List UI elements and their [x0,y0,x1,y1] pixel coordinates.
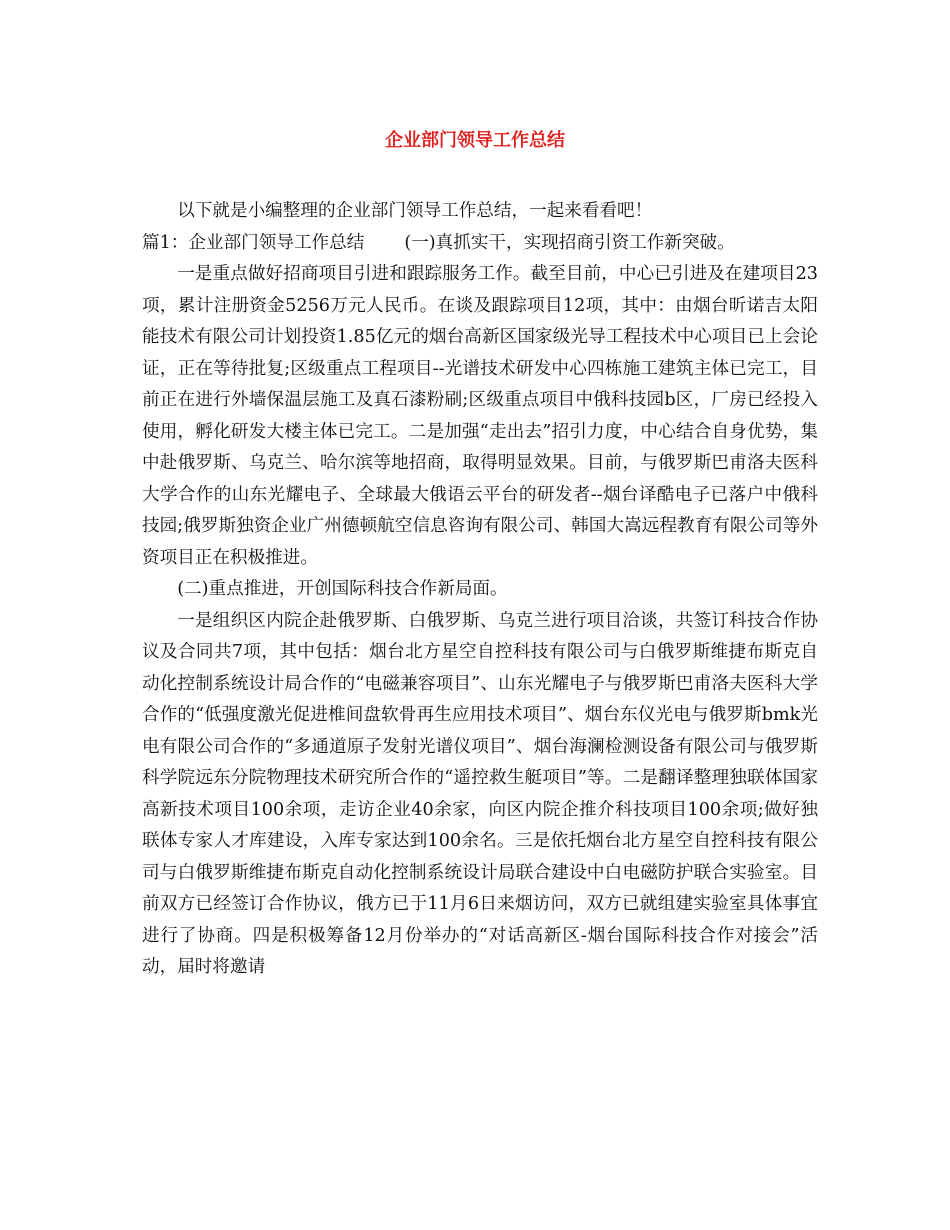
section-heading-line [142,228,818,260]
section-label: 篇1：企业部门领导工作总结 [142,232,365,253]
subsection-heading-2: (二)重点推进，开创国际科技合作新局面。 [177,579,508,599]
body-paragraph-1: 一是重点做好招商项目引进和跟踪服务工作。截至目前，中心已引进及在建项目23项，累计注册资金5256万元人民币。在谈及跟踪项目12项，其中：由烟台昕诺吉太阳能技术有限公司计划投资1.85亿元的烟台高新区国家级光导工程技术中心项目已上会论证，正在等待批复;区级重点工程项目--光谱技术研发中心四栋施工建筑主体已完工，目前正在进行外墙保温层施工及真石漆粉刷;区级重点项目中俄科技园b区，厂房已经投入使用，孵化研发大楼主体已完工。二是加强“走出去”招引力度，中心结合自身优势，集中赴俄罗斯、乌克兰、哈尔滨等地招商，取得明显效果。目前，与俄罗斯巴甫洛夫医科大学合作的山东光耀电子、全球最大俄语云平台的研发者--烟台译酷电子已落户中俄科技园;俄罗斯独资企业广州德顿航空信息咨询有限公司、韩国大嵩远程教育有限公司等外资项目正在积极推进。 [142,264,818,568]
subsection-heading-1: (一)真抓实干，实现招商引资工作新突破。 [404,232,735,253]
body-paragraph-2: 一是组织区内院企赴俄罗斯、白俄罗斯、乌克兰进行项目洽谈，共签订科技合作协议及合同共7项，其中包括：烟台北方星空自控科技有限公司与白俄罗斯维捷布斯克自动化控制系统设计局合作的“电磁兼容项目”、山东光耀电子与俄罗斯巴甫洛夫医科大学合作的“低强度激光促进椎间盘软骨再生应用技术项目”、烟台东仪光电与俄罗斯bmk光电有限公司合作的“多通道原子发射光谱仪项目”、烟台海澜检测设备有限公司与俄罗斯科学院远东分院物理技术研究所合作的“遥控救生艇项目”等。二是翻译整理独联体国家高新技术项目100余项，走访企业40余家，向区内院企推介科技项目100余项;做好独联体专家人才库建设，入库专家达到100余名。三是依托烟台北方星空自控科技有限公司与白俄罗斯维捷布斯克自动化控制系统设计局联合建设中白电磁防护联合实验室。目前双方已经签订合作协议，俄方已于11月6日来烟访问，双方已就组建实验室具体事宜进行了协商。四是积极筹备12月份举办的“对话高新区-烟台国际科技合作对接会”活动，届时将邀请 [142,610,818,977]
intro-paragraph: 以下就是小编整理的企业部门领导工作总结，一起来看看吧！ [177,201,653,221]
document-title: 企业部门领导工作总结 [385,130,565,151]
document-body [142,196,818,984]
